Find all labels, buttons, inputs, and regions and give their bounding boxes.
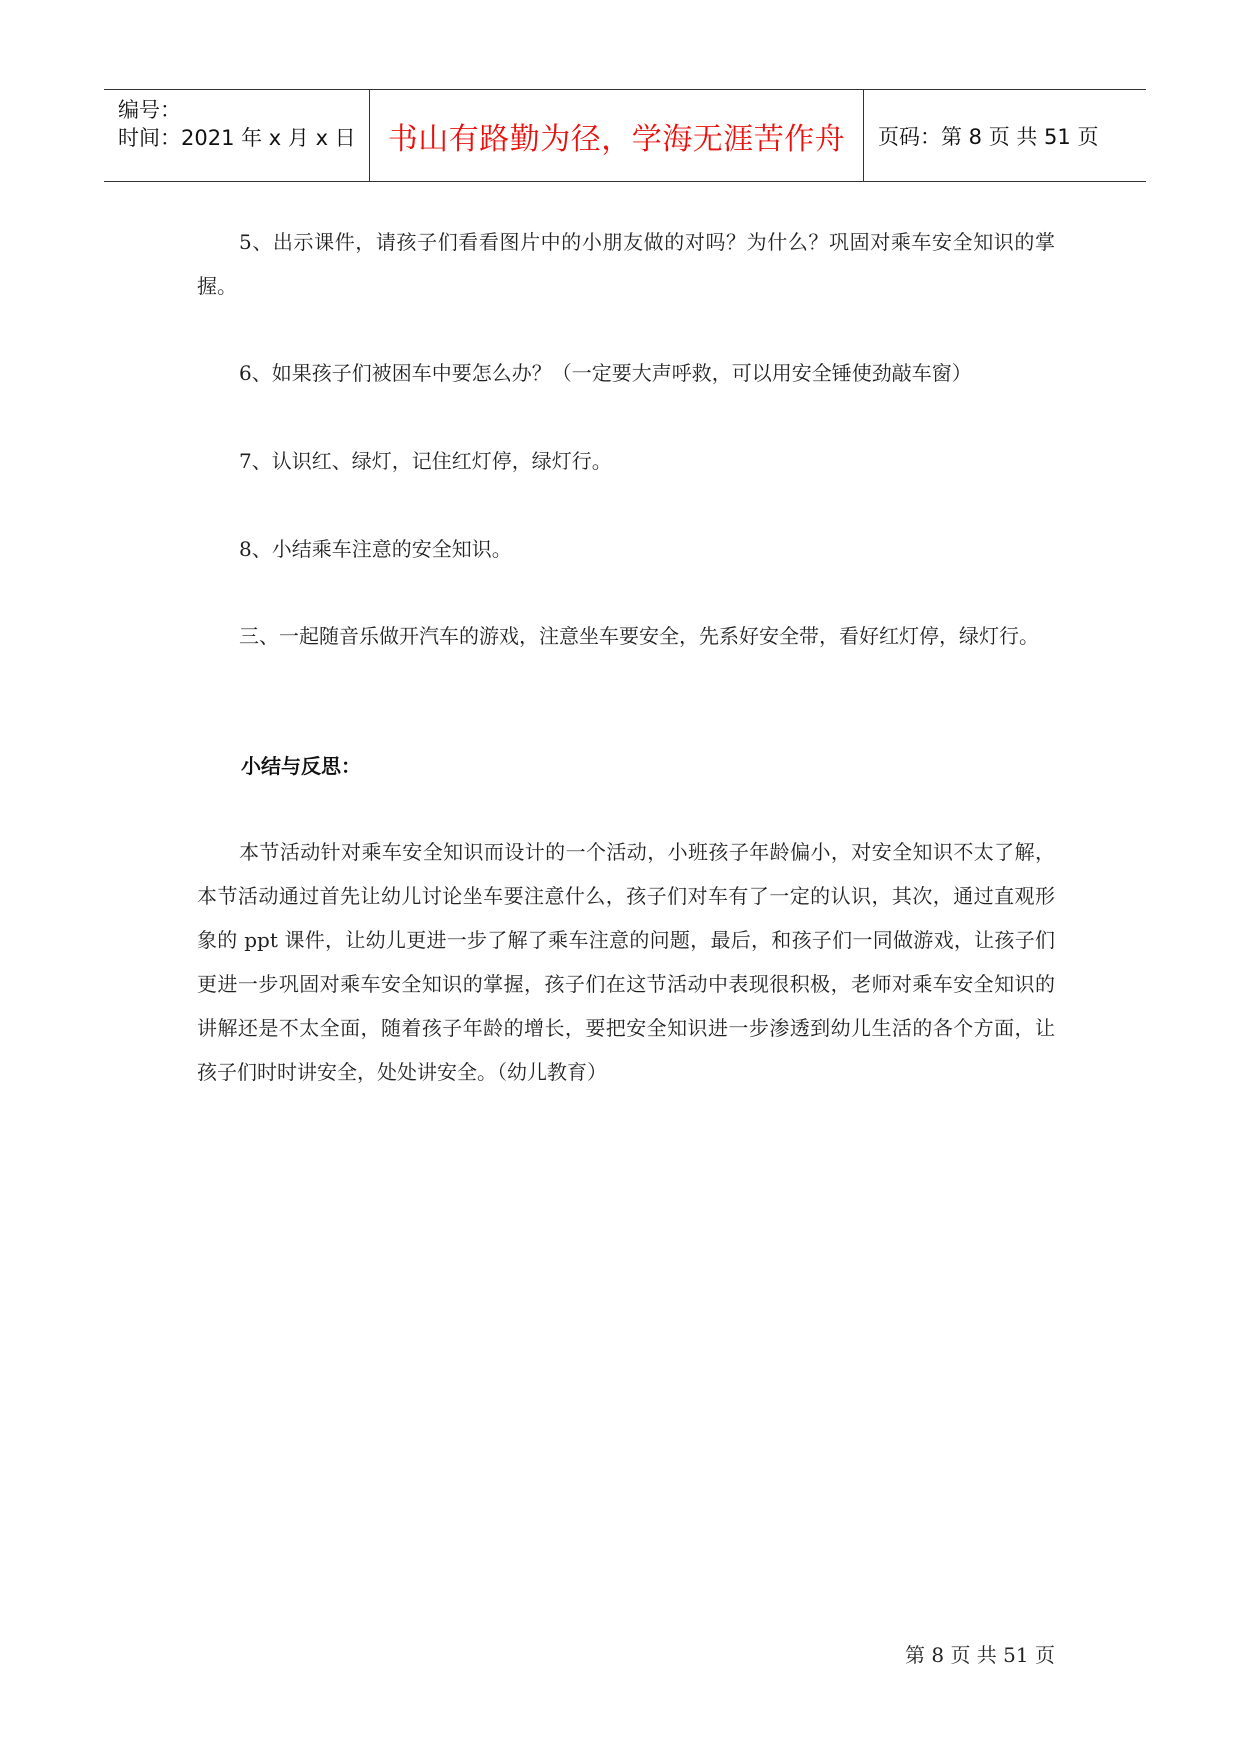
header-page-info: 页码：第 8 页 共 51 页 [878, 124, 1099, 149]
paragraph-step-7: 7、认识红、绿灯，记住红灯停，绿灯行。 [239, 449, 612, 473]
header-left-cell [104, 90, 370, 181]
page-footer-number: 第 8 页 共 51 页 [905, 1643, 1055, 1667]
header-page-cell [864, 90, 1146, 181]
page-header [104, 89, 1146, 182]
header-motto: 书山有路勤为径，学海无涯苦作舟 [387, 121, 846, 157]
document-number-label: 编号： [118, 98, 181, 122]
paragraph-step-6: 6、如果孩子们被困车中要怎么办？（一定要大声呼救，可以用安全锤使劲敲车窗） [239, 361, 972, 385]
reflection-heading: 小结与反思： [241, 754, 361, 778]
paragraph-step-5: 5、出示课件，请孩子们看看图片中的小朋友做的对吗？为什么？巩固对乘车安全知识的掌握。 [197, 230, 1055, 298]
document-date: 时间：2021 年 x 月 x 日 [118, 126, 356, 150]
paragraph-reflection: 本节活动针对乘车安全知识而设计的一个活动，小班孩子年龄偏小，对安全知识不太了解，本节活动通过首先让幼儿讨论坐车要注意什么，孩子们对车有了一定的认识，其次，通过直观形象的 ppt 课件，让幼儿更进一步了解了乘车注意的问题，最后，和孩子们一同做游戏，让孩子们更进一步巩固对乘车安全知识的掌握，孩子们在这节活动中表现很积极，老师对乘车安全知识的讲解还是不太全面，随着孩子年龄的增长，要把安全知识进一步渗透到幼儿生活的各个方面，让孩子们时时讲安全，处处讲安全。（幼儿教育） [197, 840, 1055, 1084]
header-motto-cell [370, 90, 864, 181]
paragraph-section-three: 三、一起随音乐做开汽车的游戏，注意坐车要安全，先系好安全带，看好红灯停，绿灯行。 [239, 624, 1039, 648]
paragraph-step-8: 8、小结乘车注意的安全知识。 [239, 537, 512, 561]
